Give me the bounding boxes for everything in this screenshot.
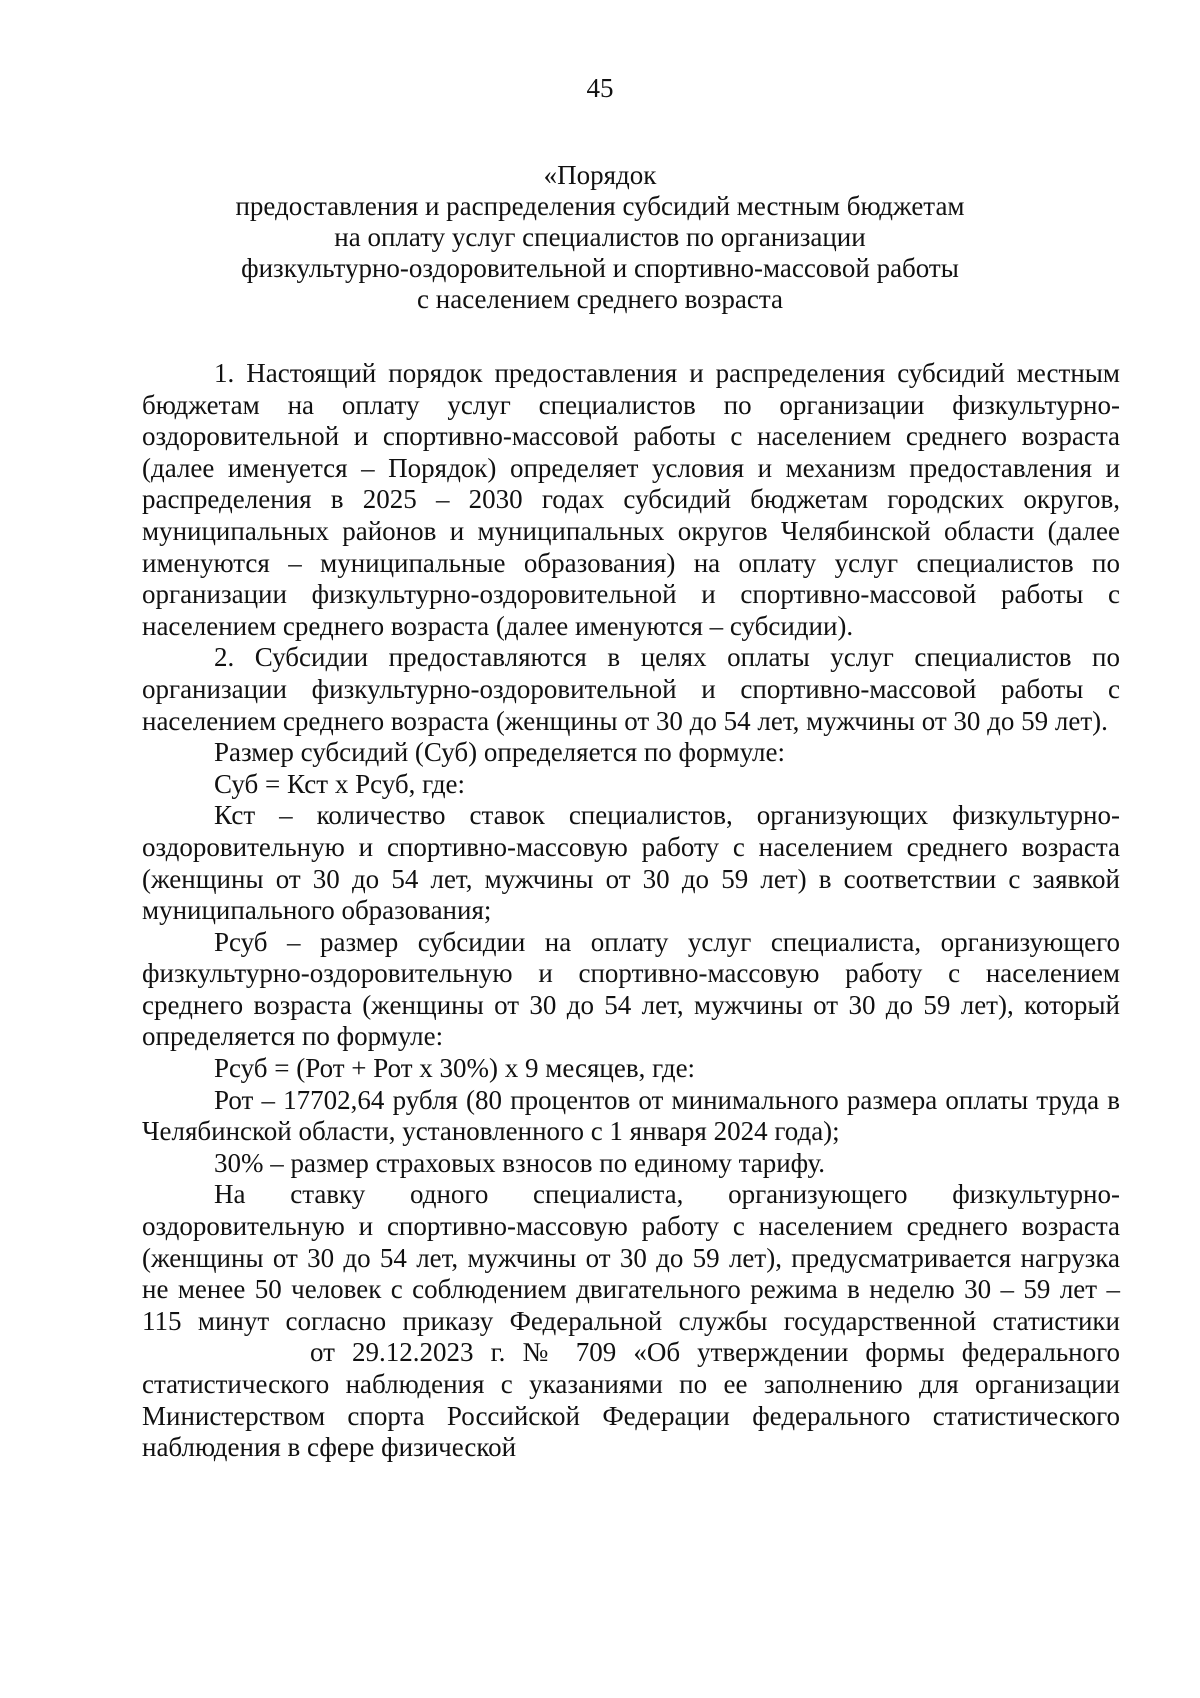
paragraph-kst-definition: Кст – количество ставок специалистов, организующих физкультурно-оздоровительную и спортивно-массовую работу с населением среднего возраста (женщины от 30 до 54 лет, мужчины от 30 до 59 лет) в соответствии с заявкой муниципального образования;: [142, 800, 1120, 926]
paragraph-rot-definition: Рот – 17702,64 рубля (80 процентов от минимального размера оплаты труда в Челябинской области, установленного с 1 января 2024 года);: [142, 1084, 1120, 1147]
paragraph-2: 2. Субсидии предоставляются в целях оплаты услуг специалистов по организации физкультурно-оздоровительной и спортивно-массовой работы с населением среднего возраста (женщины от 30 до 54 лет, мужчины от 30 до 59 лет).: [142, 642, 1120, 736]
paragraph-workload-part-2: от 29.12.2023 г. № 709 «Об утверждении формы федерального статистического наблюдения с указаниями по ее заполнению для организации Министерством спорта Российской Федерации федерального статистического наблюдения в сфере физической: [142, 1337, 1120, 1463]
paragraph-workload: [142, 1179, 1120, 1463]
paragraph-rsub-definition: Рсуб – размер субсидии на оплату услуг специалиста, организующего физкультурно-оздоровительную и спортивно-массовую работу с населением среднего возраста (женщины от 30 до 54 лет, мужчины от 30 до 59 лет), который определяется по формуле:: [142, 926, 1120, 1052]
document-title: [120, 160, 1080, 315]
title-line-3: на оплату услуг специалистов по организации: [334, 222, 866, 252]
title-line-1: «Порядок: [543, 160, 657, 190]
paragraph-subsidy-formula-intro: Размер субсидий (Суб) определяется по формуле:: [214, 737, 785, 768]
paragraph-1: 1. Настоящий порядок предоставления и распределения субсидий местным бюджетам на оплату услуг специалистов по организации физкультурно-оздоровительной и спортивно-массовой работы с населением среднего возраста (далее именуется – Порядок) определяет условия и механизм предоставления и распределения в 2025 – 2030 годах субсидий бюджетам городских округов, муниципальных районов и муниципальных округов Челябинской области (далее именуются – муниципальные образования) на оплату услуг специалистов по организации физкультурно-оздоровительной и спортивно-массовой работы с населением среднего возраста (далее именуются – субсидии).: [142, 358, 1120, 641]
title-line-5: с населением среднего возраста: [417, 284, 783, 314]
paragraph-rsub-formula: Рсуб = (Рот + Рот х 30%) х 9 месяцев, где:: [214, 1053, 696, 1084]
page-number: 45: [586, 73, 614, 103]
title-line-2: предоставления и распределения субсидий местным бюджетам: [235, 191, 965, 221]
paragraph-workload-part-1: На ставку одного специалиста, организующего физкультурно-оздоровительную и спортивно-массовую работу с населением среднего возраста (женщины от 30 до 54 лет, мужчины от 30 до 59 лет), предусматривается нагрузка не менее 50 человек с соблюдением двигательного режима в неделю 30 – 59 лет – 115 минут согласно приказу Федеральной службы государственной статистики: [142, 1179, 1120, 1336]
document-body: [142, 358, 1120, 1464]
paragraph-insurance-rate: 30% – размер страховых взносов по единому тарифу.: [214, 1147, 826, 1178]
paragraph-subsidy-formula: Суб = Кст х Рсуб, где:: [214, 768, 466, 799]
title-line-4: физкультурно-оздоровительной и спортивно-массовой работы: [241, 253, 959, 283]
